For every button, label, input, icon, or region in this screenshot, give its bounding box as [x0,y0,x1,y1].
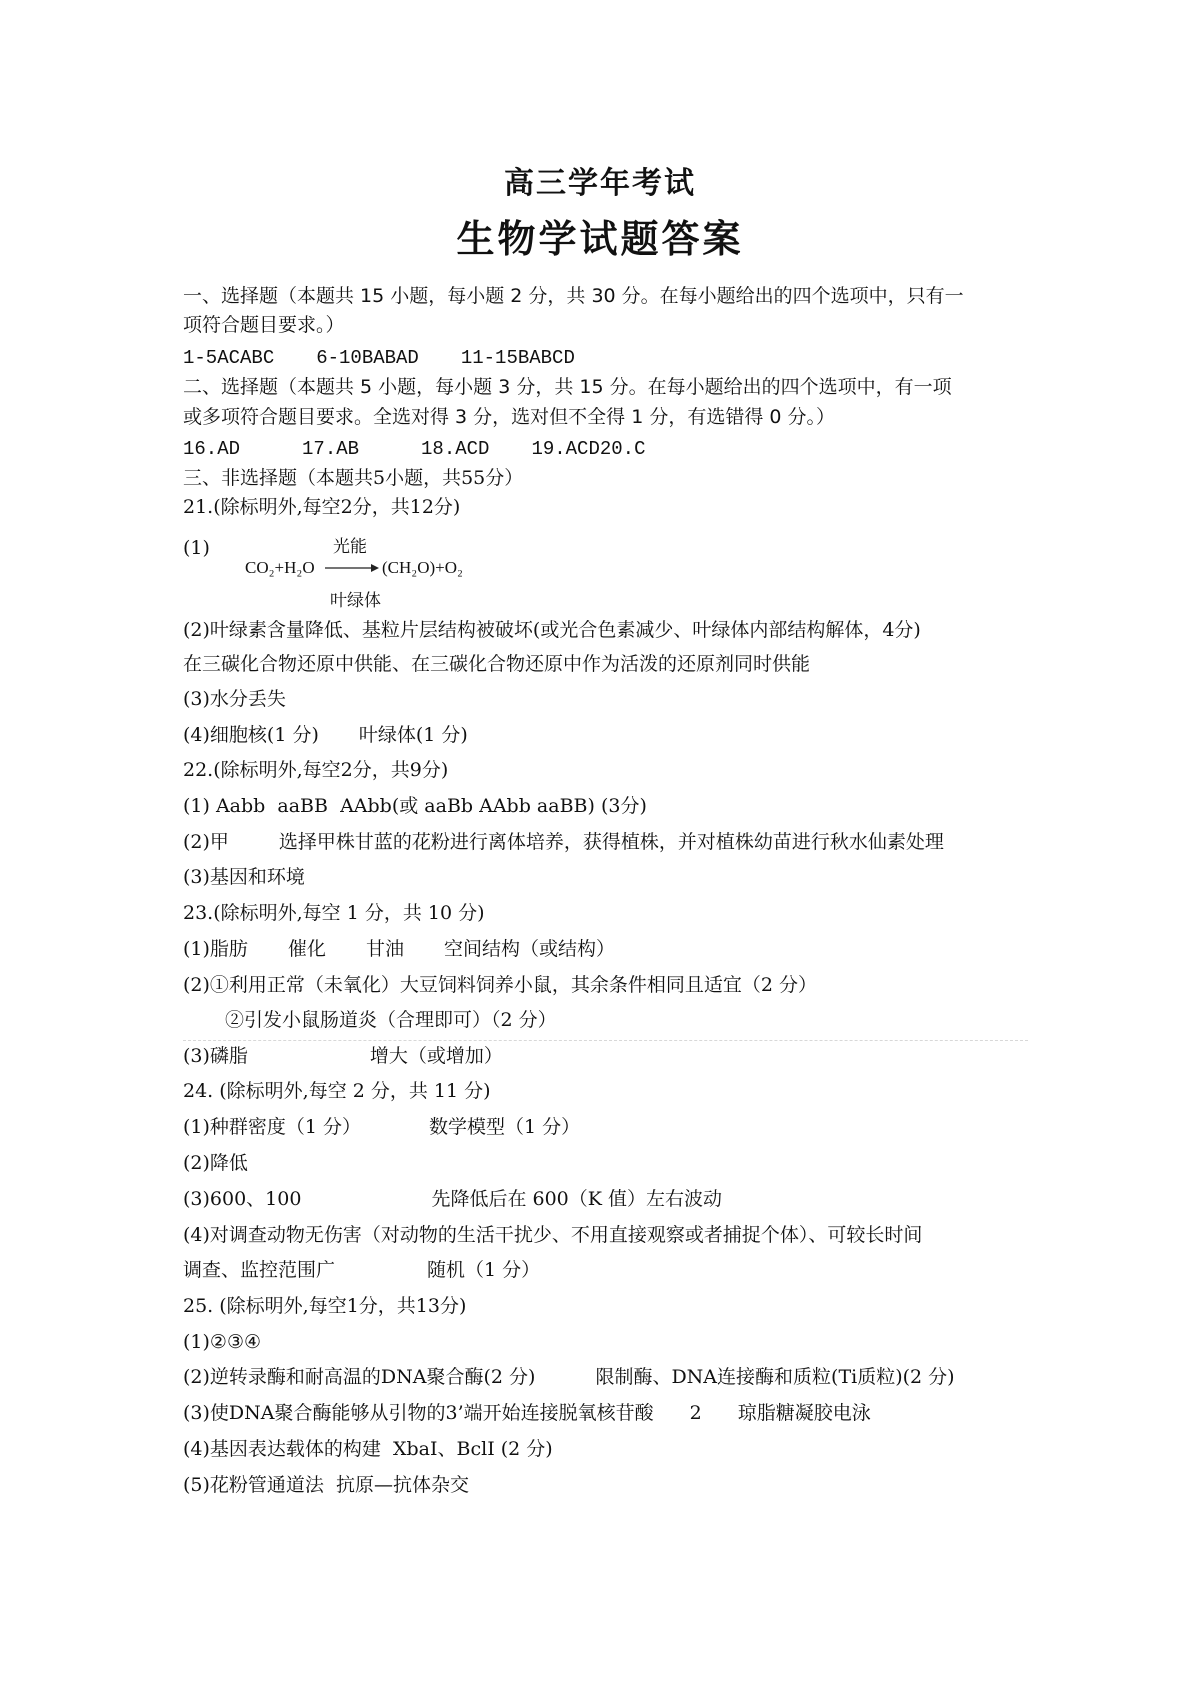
section1-answers [183,345,575,371]
answer-item: (3)600、100 [183,1188,302,1210]
answer-item: (1)种群密度（1 分） [183,1116,362,1138]
answer-item: 限制酶、DNA连接酶和质粒(Ti质粒)(2 分) [595,1366,955,1388]
q23-part2-line2: ②引发小鼠肠道炎（合理即可）（2 分） [225,1009,557,1031]
equation-reactants: CO₂+H₂O [245,558,315,577]
q22-part1: (1) Aabb aaBB AAbb(或 aaBb AAbb aaBB) (3分) [183,795,647,817]
section1-heading-line2: 项符合题目要求。） [183,314,345,336]
q23-part1 [183,936,615,962]
q22-header: 22.(除标明外,每空2分，共9分) [183,759,449,781]
q21-part4 [183,722,468,748]
section2-answers [183,436,645,462]
q24-part1 [183,1114,580,1140]
answer-item: (3)磷脂 [183,1045,248,1067]
section2-heading-line2: 或多项符合题目要求。全选对得 3 分，选对但不全得 1 分，有选错得 0 分。） [183,406,836,428]
q23-part3 [183,1043,503,1069]
q24-part4-line1: (4)对调查动物无伤害（对动物的生活干扰少、不用直接观察或者捕捉个体）、可较长时间 [183,1224,923,1246]
answer-item: (2)甲 [183,831,229,853]
document-title: 生物学试题答案 [456,216,744,261]
answer-item: 随机（1 分） [427,1259,541,1281]
reaction-arrow-icon [323,560,381,576]
answer-item: (4)细胞核(1 分) [183,724,319,746]
answer-item: 叶绿体(1 分) [358,724,468,746]
answer-group: 16.AD [183,438,241,460]
q21-part3: (3)水分丢失 [183,688,286,710]
q25-header: 25. (除标明外,每空1分，共13分) [183,1295,467,1317]
answer-group: 11-15BABCD [460,347,575,369]
q25-part1: (1)②③④ [183,1331,262,1353]
q23-header: 23.(除标明外,每空 1 分，共 10 分) [183,902,485,924]
exam-title: 高三学年考试 [504,166,696,201]
q25-part5: (5)花粉管通道法 抗原—抗体杂交 [183,1474,469,1496]
q24-part4-line2 [183,1257,540,1283]
q25-part4: (4)基因表达载体的构建 XbaI、BclI (2 分) [183,1438,553,1460]
section2-heading-line1: 二、选择题（本题共 5 小题，每小题 3 分，共 15 分。在每小题给出的四个选项中，有一项 [183,376,952,398]
q24-header: 24. (除标明外,每空 2 分，共 11 分) [183,1080,491,1102]
answer-group: 18.ACD [421,438,490,460]
answer-group: 17.AB [302,438,360,460]
answer-item: (2)逆转录酶和耐高温的DNA聚合酶(2 分) [183,1366,536,1388]
answer-item: 数学模型（1 分） [429,1116,581,1138]
equation-condition-above: 光能 [333,537,367,557]
answer-item: (3)使DNA聚合酶能够从引物的3’端开始连接脱氧核苷酸 [183,1402,654,1424]
answer-group: 19.ACD20.C [531,438,646,460]
q21-part1-label: (1) [183,537,210,559]
answer-item: (1)脂肪 [183,938,248,960]
q22-part3: (3)基因和环境 [183,866,305,888]
equation-products: (CH₂O)+O₂ [382,558,463,577]
answer-group: 1-5ACABC [183,347,275,369]
q23-part2-line1: (2)①利用正常（未氧化）大豆饲料饲养小鼠，其余条件相同且适宜（2 分） [183,974,818,996]
answer-item: 催化 [287,938,326,960]
q21-part2-line2: 在三碳化合物还原中供能、在三碳化合物还原中作为活泼的还原剂同时供能 [183,653,811,675]
answer-group: 6-10BABAD [316,347,419,369]
answer-item: 选择甲株甘蓝的花粉进行离体培养，获得植株，并对植株幼苗进行秋水仙素处理 [278,831,944,853]
divider-line [183,1040,1028,1041]
answer-item: 先降低后在 600（K 值）左右波动 [431,1188,722,1210]
photosynthesis-equation [245,532,505,612]
q24-part3 [183,1186,722,1212]
answer-item: 琼脂糖凝胶电泳 [737,1402,871,1424]
q21-header: 21.(除标明外,每空2分，共12分) [183,496,461,518]
q25-part3 [183,1400,871,1426]
answer-item: 空间结构（或结构） [443,938,615,960]
answer-item: 甘油 [365,938,404,960]
q24-part2: (2)降低 [183,1152,248,1174]
section3-heading: 三、非选择题（本题共5小题，共55分） [183,467,524,489]
q21-part2-line1: (2)叶绿素含量降低、基粒片层结构被破坏(或光合色素减少、叶绿体内部结构解体，4分) [183,619,921,641]
section1-heading-line1: 一、选择题（本题共 15 小题，每小题 2 分，共 30 分。在每小题给出的四个选项中，只有一 [183,285,964,307]
q25-part2 [183,1364,955,1390]
answer-item: 调查、监控范围广 [183,1259,336,1281]
equation-condition-below: 叶绿体 [330,591,381,611]
answer-item: 2 [689,1402,702,1424]
answer-item: 增大（或增加） [369,1045,503,1067]
q22-part2 [183,829,944,855]
